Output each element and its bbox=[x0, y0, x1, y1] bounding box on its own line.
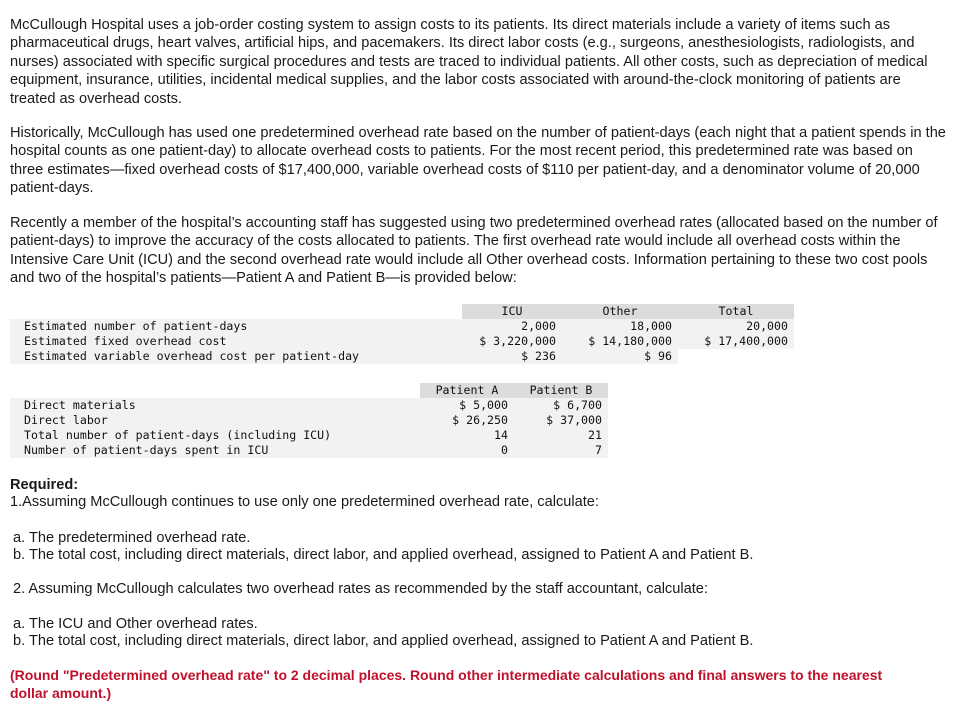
question-2a: a. The ICU and Other overhead rates. bbox=[13, 616, 258, 632]
row-label: Direct labor bbox=[10, 413, 420, 428]
cell-patient-b: $ 37,000 bbox=[514, 413, 608, 428]
table-header-row bbox=[10, 383, 608, 398]
table-row bbox=[10, 443, 608, 458]
question-2b: b. The total cost, including direct materials, direct labor, and applied overhead, assigned to Patient A and Patient B. bbox=[13, 633, 754, 649]
rounding-note: (Round "Predetermined overhead rate" to 2 decimal places. Round other intermediate calculations and final answers to the nearest dollar amount.) bbox=[10, 667, 883, 701]
cell-total: $ 17,400,000 bbox=[678, 334, 794, 349]
cell-patient-a: $ 5,000 bbox=[420, 398, 514, 413]
cell-patient-a: 0 bbox=[420, 443, 514, 458]
cell-icu: $ 236 bbox=[462, 349, 562, 364]
cell-total bbox=[678, 349, 794, 364]
cell-other: 18,000 bbox=[562, 319, 678, 334]
row-label: Direct materials bbox=[10, 398, 420, 413]
header-patient-a: Patient A bbox=[420, 383, 514, 398]
cell-total: 20,000 bbox=[678, 319, 794, 334]
table-row bbox=[10, 334, 794, 349]
cell-patient-b: 7 bbox=[514, 443, 608, 458]
question-1a: a. The predetermined overhead rate. bbox=[13, 530, 251, 546]
row-label: Estimated fixed overhead cost bbox=[10, 334, 462, 349]
cell-patient-b: 21 bbox=[514, 428, 608, 443]
cell-other: $ 96 bbox=[562, 349, 678, 364]
question-1: 1.Assuming McCullough continues to use only one predetermined overhead rate, calculate: bbox=[10, 494, 599, 510]
intro-paragraph: McCullough Hospital uses a job-order costing system to assign costs to its patients. Its direct materials include a variety of items such as pharmaceutical drugs, heart valves, artificial hips, and pacemakers. Its direct labor costs (e.g., surgeons, anesthesiologists, radiologists, and nurses) associated with specific surgical procedures and tests are traced to individual patients. All other costs, such as depreciation of medical equipment, insurance, utilities, incidental medical supplies, and the labor costs associated with around-the-clock monitoring of patients are treated as overhead costs. bbox=[10, 17, 928, 107]
cell-patient-a: 14 bbox=[420, 428, 514, 443]
table-row bbox=[10, 349, 794, 364]
header-total: Total bbox=[678, 304, 794, 319]
table-row bbox=[10, 413, 608, 428]
cell-patient-b: $ 6,700 bbox=[514, 398, 608, 413]
cost-pools-table bbox=[10, 304, 794, 364]
header-icu: ICU bbox=[462, 304, 562, 319]
cell-icu: $ 3,220,000 bbox=[462, 334, 562, 349]
table-header-row bbox=[10, 304, 794, 319]
header-patient-b: Patient B bbox=[514, 383, 608, 398]
two-rates-paragraph: Recently a member of the hospital’s accounting staff has suggested using two predetermined overhead rates (allocated based on the number of patient-days) to improve the accuracy of the costs allocated to patients. The first overhead rate would include all overhead costs within the Intensive Care Unit (ICU) and the second overhead rate would include all Other overhead costs. Information pertaining to these two cost pools and two of the hospital’s patients—Patient A and Patient B—is provided below: bbox=[10, 215, 938, 287]
row-label: Number of patient-days spent in ICU bbox=[10, 443, 420, 458]
required-heading: Required: bbox=[10, 477, 79, 493]
table-row bbox=[10, 319, 794, 334]
cell-other: $ 14,180,000 bbox=[562, 334, 678, 349]
question-2: 2. Assuming McCullough calculates two overhead rates as recommended by the staff accountant, calculate: bbox=[13, 581, 708, 597]
question-1b: b. The total cost, including direct materials, direct labor, and applied overhead, assigned to Patient A and Patient B. bbox=[13, 547, 754, 563]
header-other: Other bbox=[562, 304, 678, 319]
row-label: Estimated variable overhead cost per patient-day bbox=[10, 349, 462, 364]
table-row bbox=[10, 398, 608, 413]
historical-rate-paragraph: Historically, McCullough has used one predetermined overhead rate based on the number of patient-days (each night that a patient spends in the hospital counts as one patient-day) to allocate overhead costs to patients. For the most recent period, this predetermined rate was based on three estimates—fixed overhead costs of $17,400,000, variable overhead costs of $110 per patient-day, and a denominator volume of 20,000 patient-days. bbox=[10, 125, 946, 197]
table-row bbox=[10, 428, 608, 443]
cell-patient-a: $ 26,250 bbox=[420, 413, 514, 428]
cell-icu: 2,000 bbox=[462, 319, 562, 334]
patients-table bbox=[10, 383, 608, 458]
row-label: Total number of patient-days (including ICU) bbox=[10, 428, 420, 443]
row-label: Estimated number of patient-days bbox=[10, 319, 462, 334]
